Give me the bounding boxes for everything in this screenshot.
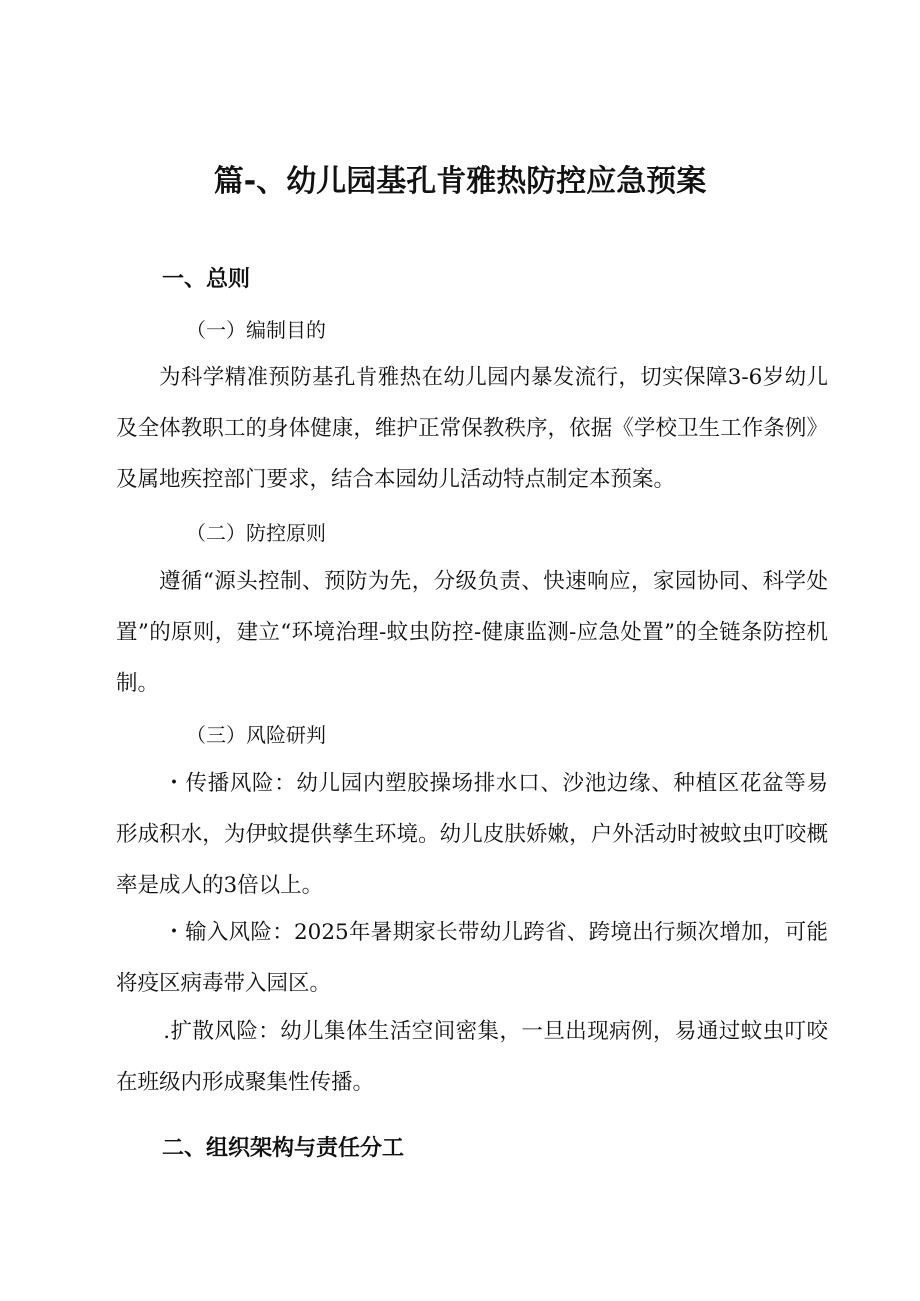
list-item-spread-risk: .扩散风险：幼儿集体生活空间密集，一旦出现病例，易通过蚊虫叮咬在班级内形成聚集性传播。	[116, 1019, 828, 1095]
paragraph-principles: 遵循“源头控制、预防为先，分级负责、快速响应，家园协同、科学处置”的原则，建立“环境治理-蚊虫防控-健康监测-应急处置”的全链条防控机制。	[116, 569, 828, 696]
section-heading-organization: 二、组织架构与责任分工	[162, 1136, 405, 1161]
subsection-heading-risk: （三）风险研判	[186, 723, 326, 747]
subsection-heading-purpose: （一）编制目的	[186, 318, 326, 342]
subsection-heading-principles: （二）防控原则	[186, 521, 326, 545]
section-heading-general: 一、总则	[162, 267, 251, 292]
document-title: 篇-、幼儿园基孔肯雅热防控应急预案	[213, 164, 707, 199]
list-item-transmission-risk: ・传播风险：幼儿园内塑胶操场排水口、沙池边缘、种植区花盆等易形成积水，为伊蚊提供孳生环境。幼儿皮肤娇嫩，户外活动时被蚊虫叮咬概率是成人的3倍以上。	[116, 771, 828, 898]
paragraph-purpose: 为科学精准预防基孔肯雅热在幼儿园内暴发流行，切实保障3-6岁幼儿及全体教职工的身体健康，维护正常保教秩序，依据《学校卫生工作条例》及属地疾控部门要求，结合本园幼儿活动特点制定本预案。	[116, 365, 828, 492]
list-item-import-risk: ・输入风险：2025年暑期家长带幼儿跨省、跨境出行频次增加，可能将疫区病毒带入园区。	[116, 920, 828, 996]
